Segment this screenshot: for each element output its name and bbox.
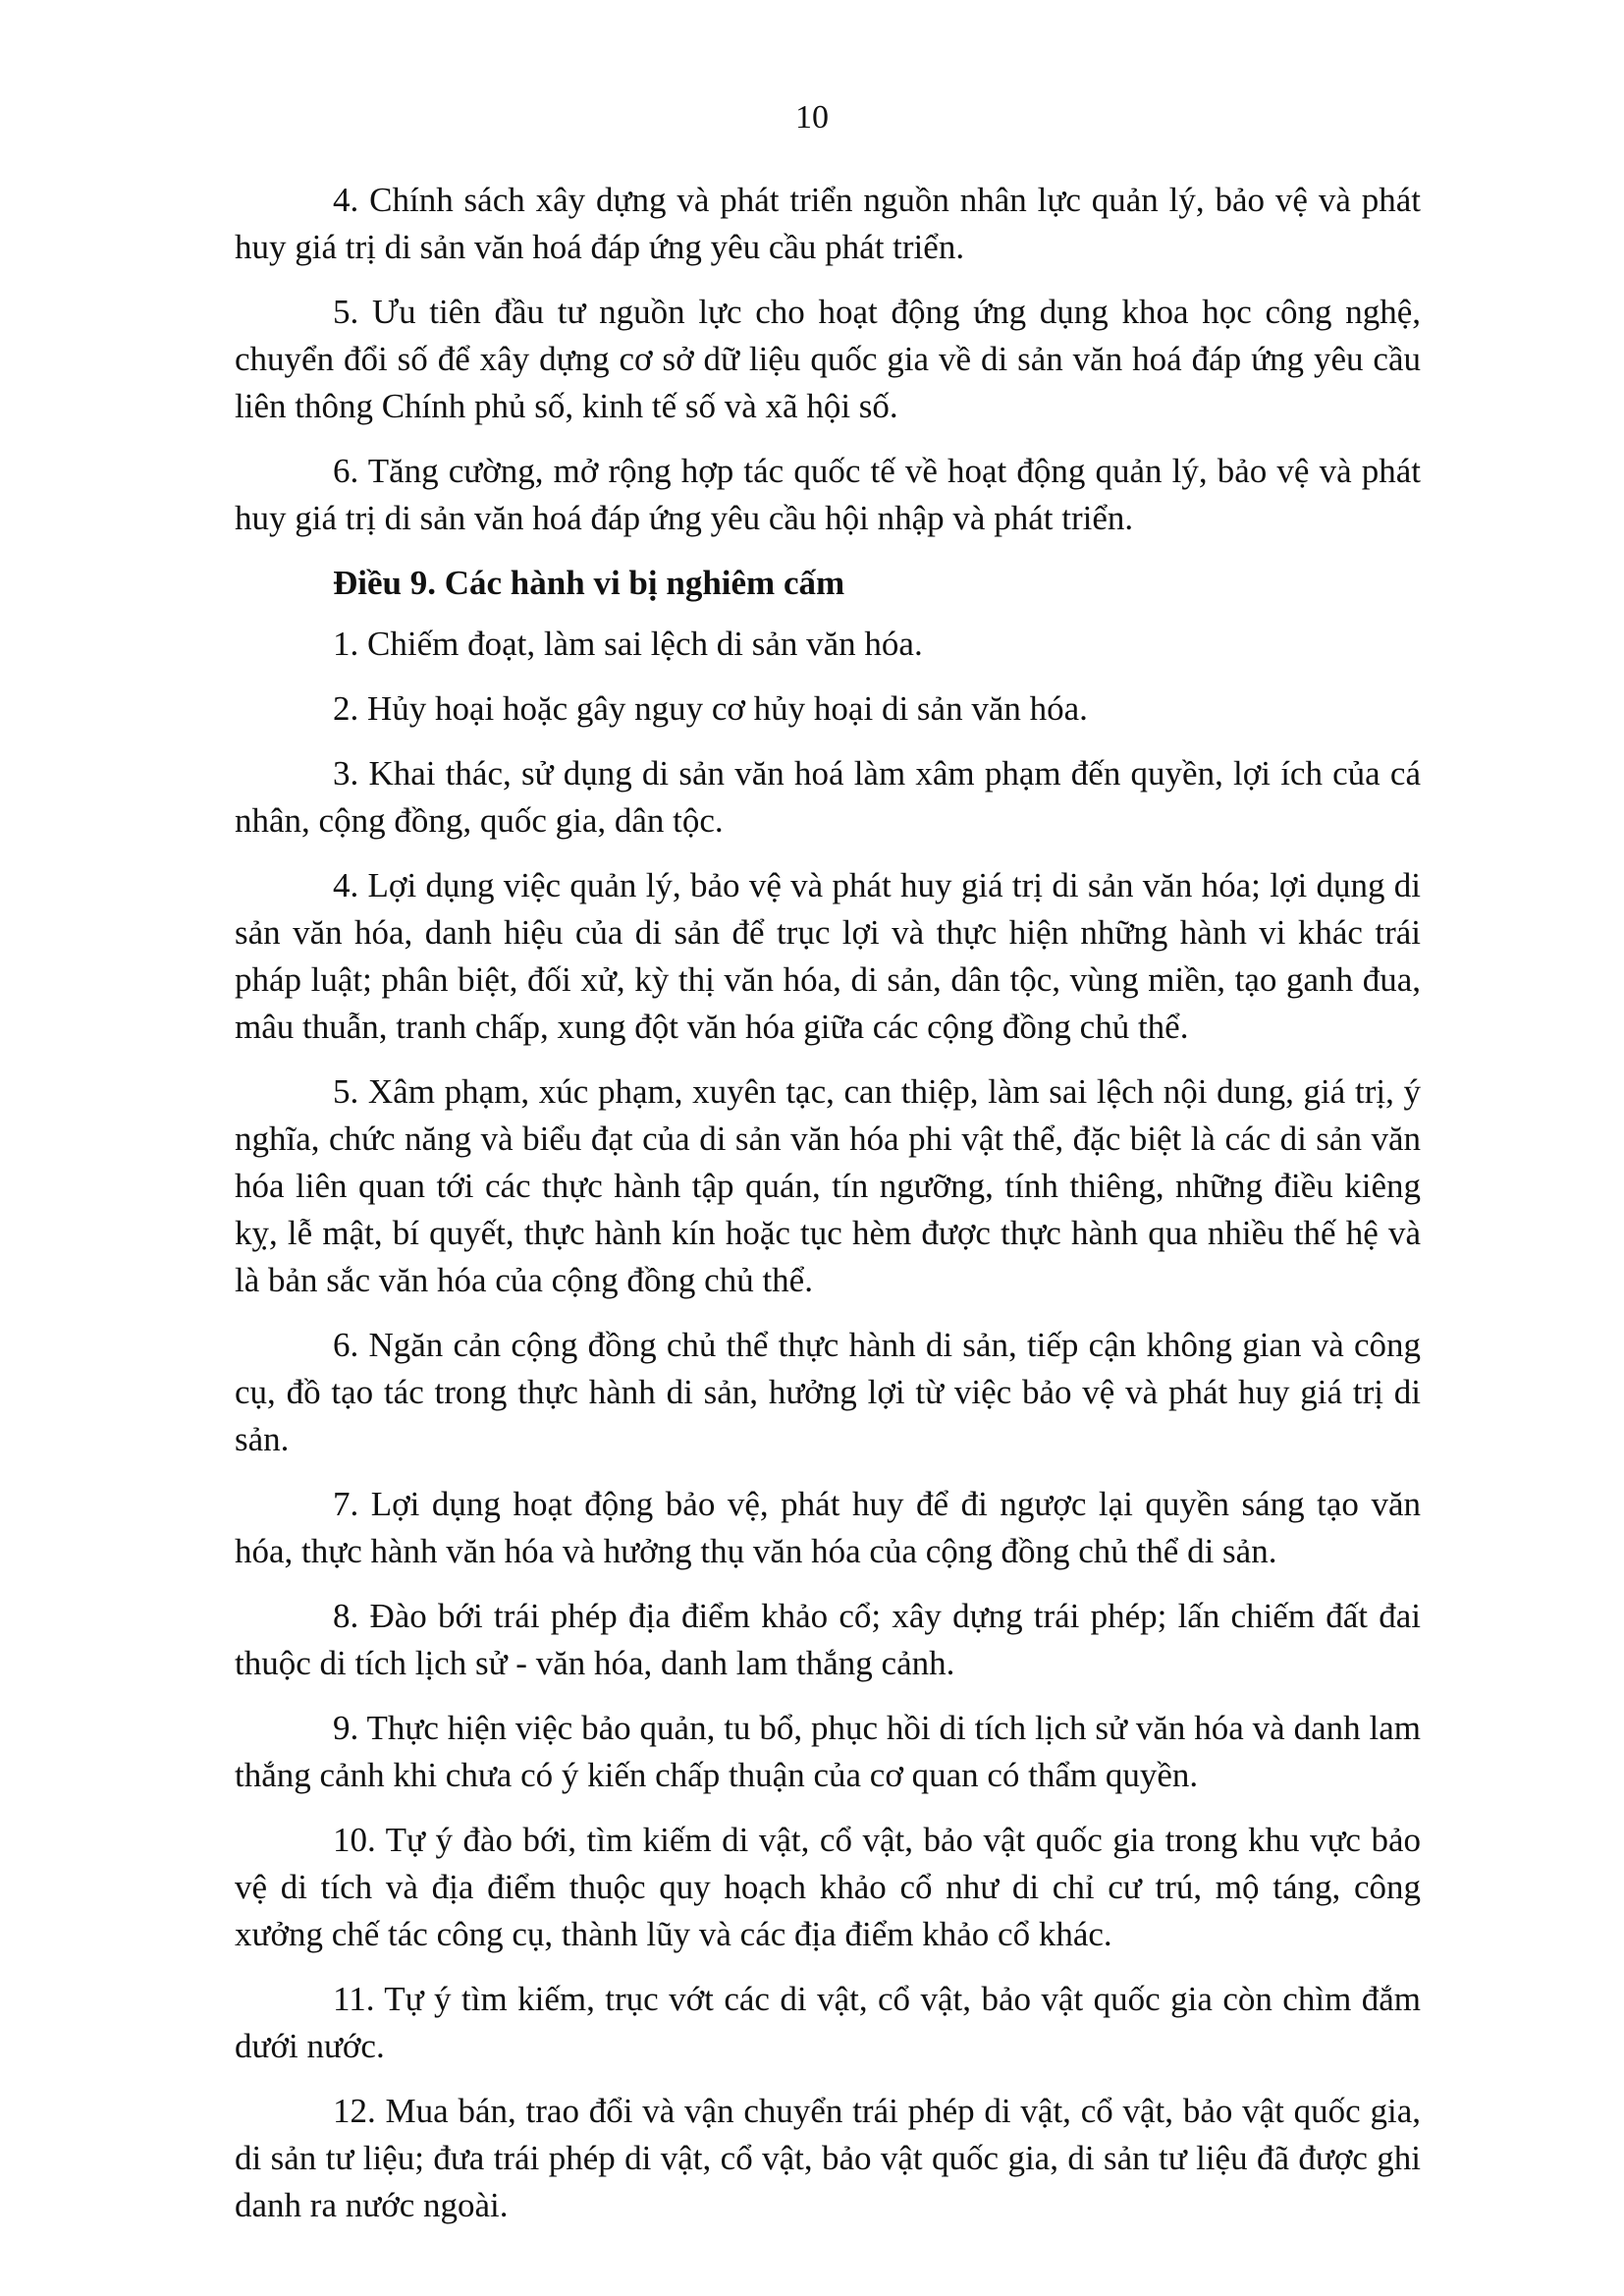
article-9-item-7: 7. Lợi dụng hoạt động bảo vệ, phát huy để đi ngược lại quyền sáng tạo văn hóa, thực hành văn hóa và hưởng thụ văn hóa của cộng đồng chủ thể di sản. [235, 1485, 1421, 1570]
article-9-item-1: 1. Chiếm đoạt, làm sai lệch di sản văn hóa. [333, 625, 923, 663]
article-9-heading: Điều 9. Các hành vi bị nghiêm cấm [333, 564, 845, 602]
article-9-item-6: 6. Ngăn cản cộng đồng chủ thể thực hành di sản, tiếp cận không gian và công cụ, đồ tạo tác trong thực hành di sản, hưởng lợi từ việc bảo vệ và phát huy giá trị di sản. [235, 1326, 1421, 1458]
document-body [235, 177, 1421, 2247]
article-9-item-9: 9. Thực hiện việc bảo quản, tu bổ, phục hồi di tích lịch sử văn hóa và danh lam thắng cảnh khi chưa có ý kiến chấp thuận của cơ quan có thẩm quyền. [235, 1709, 1421, 1794]
article-9-item-8: 8. Đào bới trái phép địa điểm khảo cổ; xây dựng trái phép; lấn chiếm đất đai thuộc di tích lịch sử - văn hóa, danh lam thắng cảnh. [235, 1597, 1421, 1682]
paragraph-policy-4: 4. Chính sách xây dựng và phát triển nguồn nhân lực quản lý, bảo vệ và phát huy giá trị di sản văn hoá đáp ứng yêu cầu phát triển. [235, 181, 1421, 266]
article-9-item-3: 3. Khai thác, sử dụng di sản văn hoá làm xâm phạm đến quyền, lợi ích của cá nhân, cộng đồng, quốc gia, dân tộc. [235, 754, 1421, 840]
paragraph-policy-6: 6. Tăng cường, mở rộng hợp tác quốc tế về hoạt động quản lý, bảo vệ và phát huy giá trị di sản văn hoá đáp ứng yêu cầu hội nhập và phát triển. [235, 452, 1421, 537]
article-9-item-5: 5. Xâm phạm, xúc phạm, xuyên tạc, can thiệp, làm sai lệch nội dung, giá trị, ý nghĩa, chức năng và biểu đạt của di sản văn hóa phi vật thể, đặc biệt là các di sản văn hóa liên quan tới các thực hành tập quán, tín ngưỡng, tính thiêng, những điều kiêng kỵ, lễ mật, bí quyết, thực hành kín hoặc tục hèm được thực hành qua nhiều thế hệ và là bản sắc văn hóa của cộng đồng chủ thể. [235, 1072, 1421, 1299]
page-number: 10 [795, 99, 829, 136]
article-9-item-10: 10. Tự ý đào bới, tìm kiếm di vật, cổ vật, bảo vật quốc gia trong khu vực bảo vệ di tích và địa điểm thuộc quy hoạch khảo cổ như di chỉ cư trú, mộ táng, công xưởng chế tác công cụ, thành lũy và các địa điểm khảo cổ khác. [235, 1821, 1421, 1953]
article-9-item-11: 11. Tự ý tìm kiếm, trục vớt các di vật, cổ vật, bảo vật quốc gia còn chìm đắm dưới nước. [235, 1980, 1421, 2065]
article-9-item-12: 12. Mua bán, trao đổi và vận chuyển trái phép di vật, cổ vật, bảo vật quốc gia, di sản tư liệu; đưa trái phép di vật, cổ vật, bảo vật quốc gia, di sản tư liệu đã được ghi danh ra nước ngoài. [235, 2092, 1421, 2224]
article-9-item-4: 4. Lợi dụng việc quản lý, bảo vệ và phát huy giá trị di sản văn hóa; lợi dụng di sản văn hóa, danh hiệu của di sản để trục lợi và thực hiện những hành vi khác trái pháp luật; phân biệt, đối xử, kỳ thị văn hóa, di sản, dân tộc, vùng miền, tạo ganh đua, mâu thuẫn, tranh chấp, xung đột văn hóa giữa các cộng đồng chủ thể. [235, 866, 1421, 1046]
paragraph-policy-5: 5. Ưu tiên đầu tư nguồn lực cho hoạt động ứng dụng khoa học công nghệ, chuyển đổi số để xây dựng cơ sở dữ liệu quốc gia về di sản văn hoá đáp ứng yêu cầu liên thông Chính phủ số, kinh tế số và xã hội số. [235, 293, 1421, 425]
article-9-item-2: 2. Hủy hoại hoặc gây nguy cơ hủy hoại di sản văn hóa. [333, 689, 1088, 728]
